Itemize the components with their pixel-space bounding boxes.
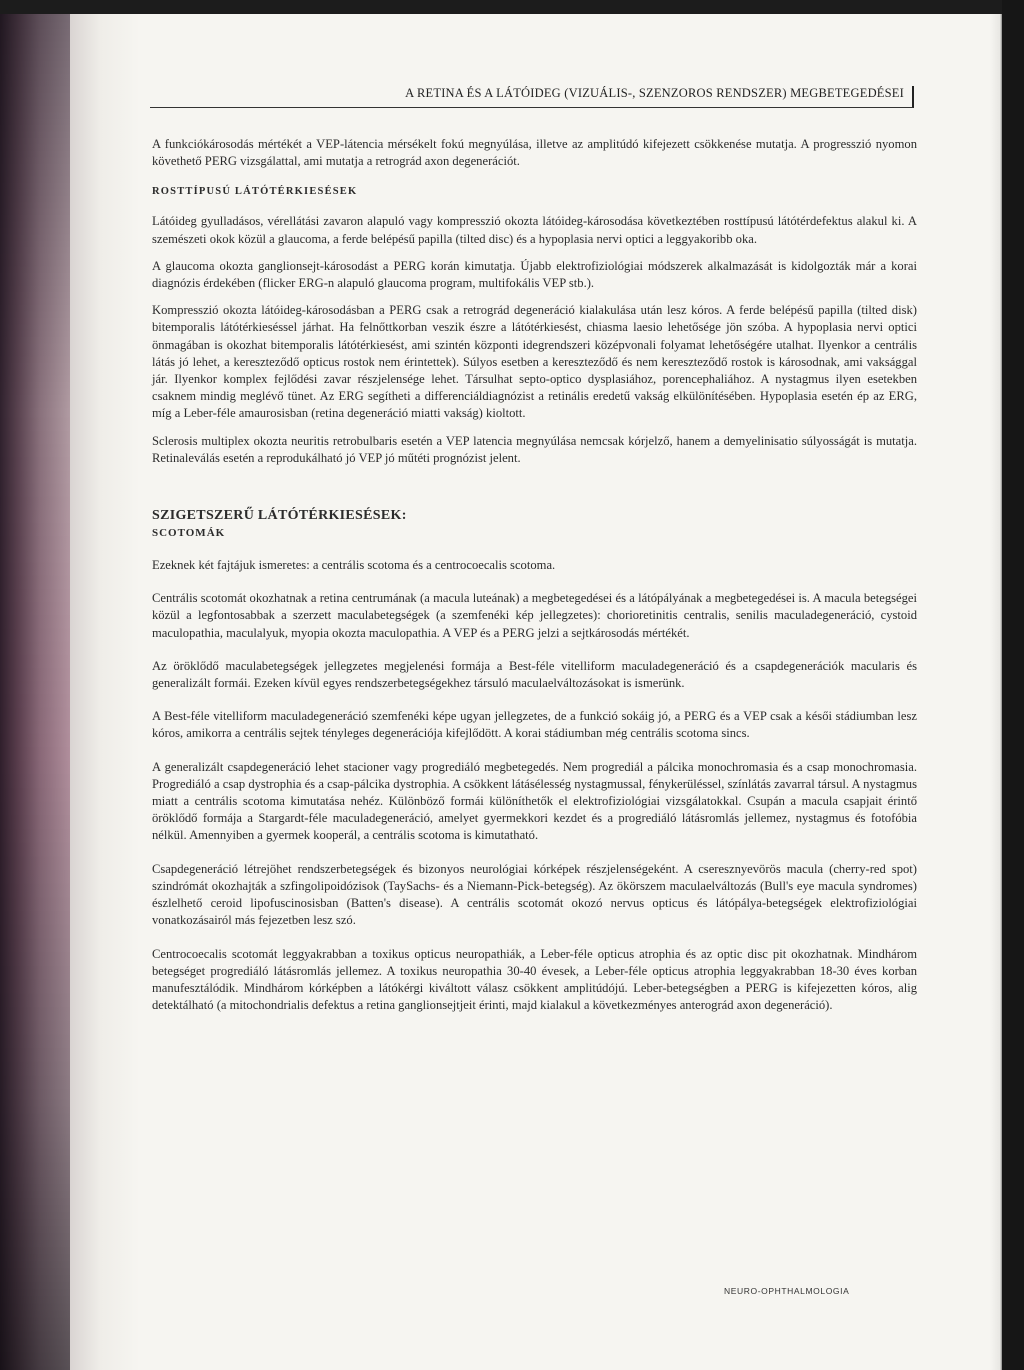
paragraph-glaucoma: A glaucoma okozta ganglionsejt-károsodást a PERG korán kimutatja. Újabb elektrofiziológiai módszerek alkalmazását is kidolgozták már a korai diagnózis érdekében (flicker ERG-n alapuló glaucoma program, multifokális VEP stb.). xyxy=(152,258,917,291)
paragraph-kompresszio: Kompresszió okozta látóideg-károsodásban a PERG csak a retrográd degeneráció kialakulása után lesz kóros. A ferde belépésű papilla (tilted disk) bitemporalis látótérkieséssel járhat. Ha felnőttkorban veszik észre a látótérkiesést, chiasma laesio lehetősége jön szóba. A hypoplasia nervi optici önmagában is okozhat bitemporalis látótérkiesést, ami szintén központi idegrendszeri középvonali folyamat lehetőségére utalhat. Ilyenkor a centrális látás jó lehet, a kereszteződő opticus rostok nem érintettek). Súlyos esetben a kereszteződő és nem kereszteződő rostok is károsodnak, ami vaksággal jár. Ilyenkor komplex fejlődési zavar részjelensége lehet. Társulhat septo-optico dysplasiához, porencephaliához. A nystagmus ilyen esetekben csaknem mindig meglévő tünet. Az ERG segítheti a differenciáldiagnózist a retinális eredetű vakság elkülönítésében. Hypoplasia esetén ép az ERG, míg a Leber-féle amaurosisban (retina degeneráció miatti vakság) kioltott. xyxy=(152,303,917,421)
header-title-paren: (VIZUÁLIS-, SZENZOROS RENDSZER) xyxy=(564,86,787,100)
paragraph-funkciokarosodas: A funkciókárosodás mértékét a VEP-látencia mérsékelt fokú megnyúlása, illetve az amplitúdó kifejezett csökkenése mutatja. A progresszió nyomon követhető PERG vizsgálattal, ami mutatja a retrográd axon degenerációt. xyxy=(152,137,917,169)
paragraph-ket-fajta: Ezeknek két fajtájuk ismeretes: a centrális scotoma és a centrocoecalis scotoma. xyxy=(152,558,556,573)
scan-right-edge xyxy=(1002,0,1024,1370)
paragraph-generalizalt-csapdegeneracio: A generalizált csapdegeneráció lehet stacioner vagy progrediáló megbetegedés. Nem progrediál a pálcika monochromasia és a csap monochromasia. Progrediáló a csap dystrophia és a csap-pálcika dystrophia. A csökkent látásélesség nystagmussal, fénykerüléssel, színlátás zavarral társul. A nystagmus miatt a centrális scotoma kimutatása nehéz. Különböző formái különíthetők el elektrofiziológiai vizsgálatokkal. Csupán a macula csapjait érintő öröklődő formája a Stargardt-féle maculadegeneráció, amelyet gyermekkori kezdet és a progrediáló látásromlás jellemez, nystagmus és fotofóbia nélkül. Amennyiben a gyermek kooperál, a centrális scotoma is kimutatható. xyxy=(152,759,917,843)
heading-rosttipusu: ROSTTÍPUSÚ LÁTÓTÉRKIESÉSEK xyxy=(152,186,358,198)
page-footer: NEURO-OPHTHALMOLOGIA xyxy=(724,1286,850,1296)
heading-szigetszeru: SZIGETSZERŰ LÁTÓTÉRKIESÉSEK: xyxy=(152,508,407,524)
paragraph-csapdegeneracio-rendszer: Csapdegeneráció létrejöhet rendszerbetegségek és bizonyos neurológiai kórképek részjelenségeként. A cseresznyevörös macula (cherry-red spot) szindrómát okozhajták a szfingolipoidózisok (TaySachs- és a Niemann-Pick-betegség). Az ökörszem maculaelváltozás (Bull's eye macula syndromes) észlelhető ceroid lipofuscinosisban (Batten's disease). A centrális scotomát okozó nervus opticus és látópálya-betegségek elektrofiziológiai vonatkozásairól más fejezetben lesz szó. xyxy=(152,861,917,928)
paragraph-orokloda-maculabetegsegek: Az öröklődő maculabetegségek jellegzetes megjelenési formája a Best-féle vitelliform maculadegeneráció és a csapdegenerációk macularis és generalizált formái. Ezeken kívül egyes rendszerbetegségekhez társuló maculaelváltozásokat is ismerünk. xyxy=(152,658,917,691)
heading-scotomak: SCOTOMÁK xyxy=(152,527,226,540)
paragraph-latoideg: Látóideg gyulladásos, vérellátási zavaron alapuló vagy kompresszió okozta látóideg-károsodása következtében rosttípusú látótérdefektus alakul ki. A szemészeti okok közül a glaucoma, a ferde belépésű papilla (tilted disc) és a hypoplasia nervi optici a leggyakoribb oka. xyxy=(152,214,917,246)
paragraph-centrocoecalis: Centrocoecalis scotomát leggyakrabban a toxikus opticus neuropathiák, a Leber-féle opticus atrophia és az optic disc pit okozhatnak. Mindhárom betegséget progrediáló látásromlás jellemez. A toxikus neuropathia 30-40 évesek, a Leber-féle opticus atrophia leggyakrabban 18-30 éves korban manufesztálódik. Mindhárom kórképben a látókérgi kiváltott válasz csökkent amplitúdójú. Leber-betegségben a PERG is kifejezetten kóros, alig detektálható (a mitochondrialis defektus a retina ganglionsejtjeit érinti, majd kialakul a következményes anterográd axon degeneráció). xyxy=(152,946,917,1013)
book-spine-shadow xyxy=(0,0,70,1370)
running-header xyxy=(150,86,914,108)
scan-top-edge xyxy=(0,0,1024,14)
paragraph-sclerosis: Sclerosis multiplex okozta neuritis retrobulbaris esetén a VEP latencia megnyúlása nemcsak kórjelző, hanem a demyelinisatio súlyosságát is mutatja. Retinaleválás esetén a reprodukálható jó VEP jó műtéti prognózist jelent. xyxy=(152,433,917,465)
header-title-start: A RETINA ÉS A LÁTÓIDEG xyxy=(405,86,561,100)
header-title-end: MEGBETEGEDÉSEI xyxy=(790,86,904,100)
page-body xyxy=(152,136,917,1014)
paragraph-centralis-scotoma: Centrális scotomát okozhatnak a retina centrumának (a macula luteának) a megbetegedései és a látópályának a megbetegedései is. A macula betegségei közül a legfontosabbak a szerzett maculabetegségek (a szemfenéki kép jellegzetes): chorioretinitis centralis, senilis maculadegeneráció, cystoid maculopathia, maculalyuk, myopia okozta maculopathia. A VEP és a PERG jelzi a sejtkárosodás mértékét. xyxy=(152,591,917,640)
paragraph-best-fele: A Best-féle vitelliform maculadegeneráció szemfenéki képe ugyan jellegzetes, de a funkció sokáig jó, a PERG és a VEP csak a késői stádiumban lesz kóros, amikorra a centrális sejtek tényleges degenerációja kifejlődött. A korai stádiumban még centrális scotoma sincs. xyxy=(152,709,917,741)
